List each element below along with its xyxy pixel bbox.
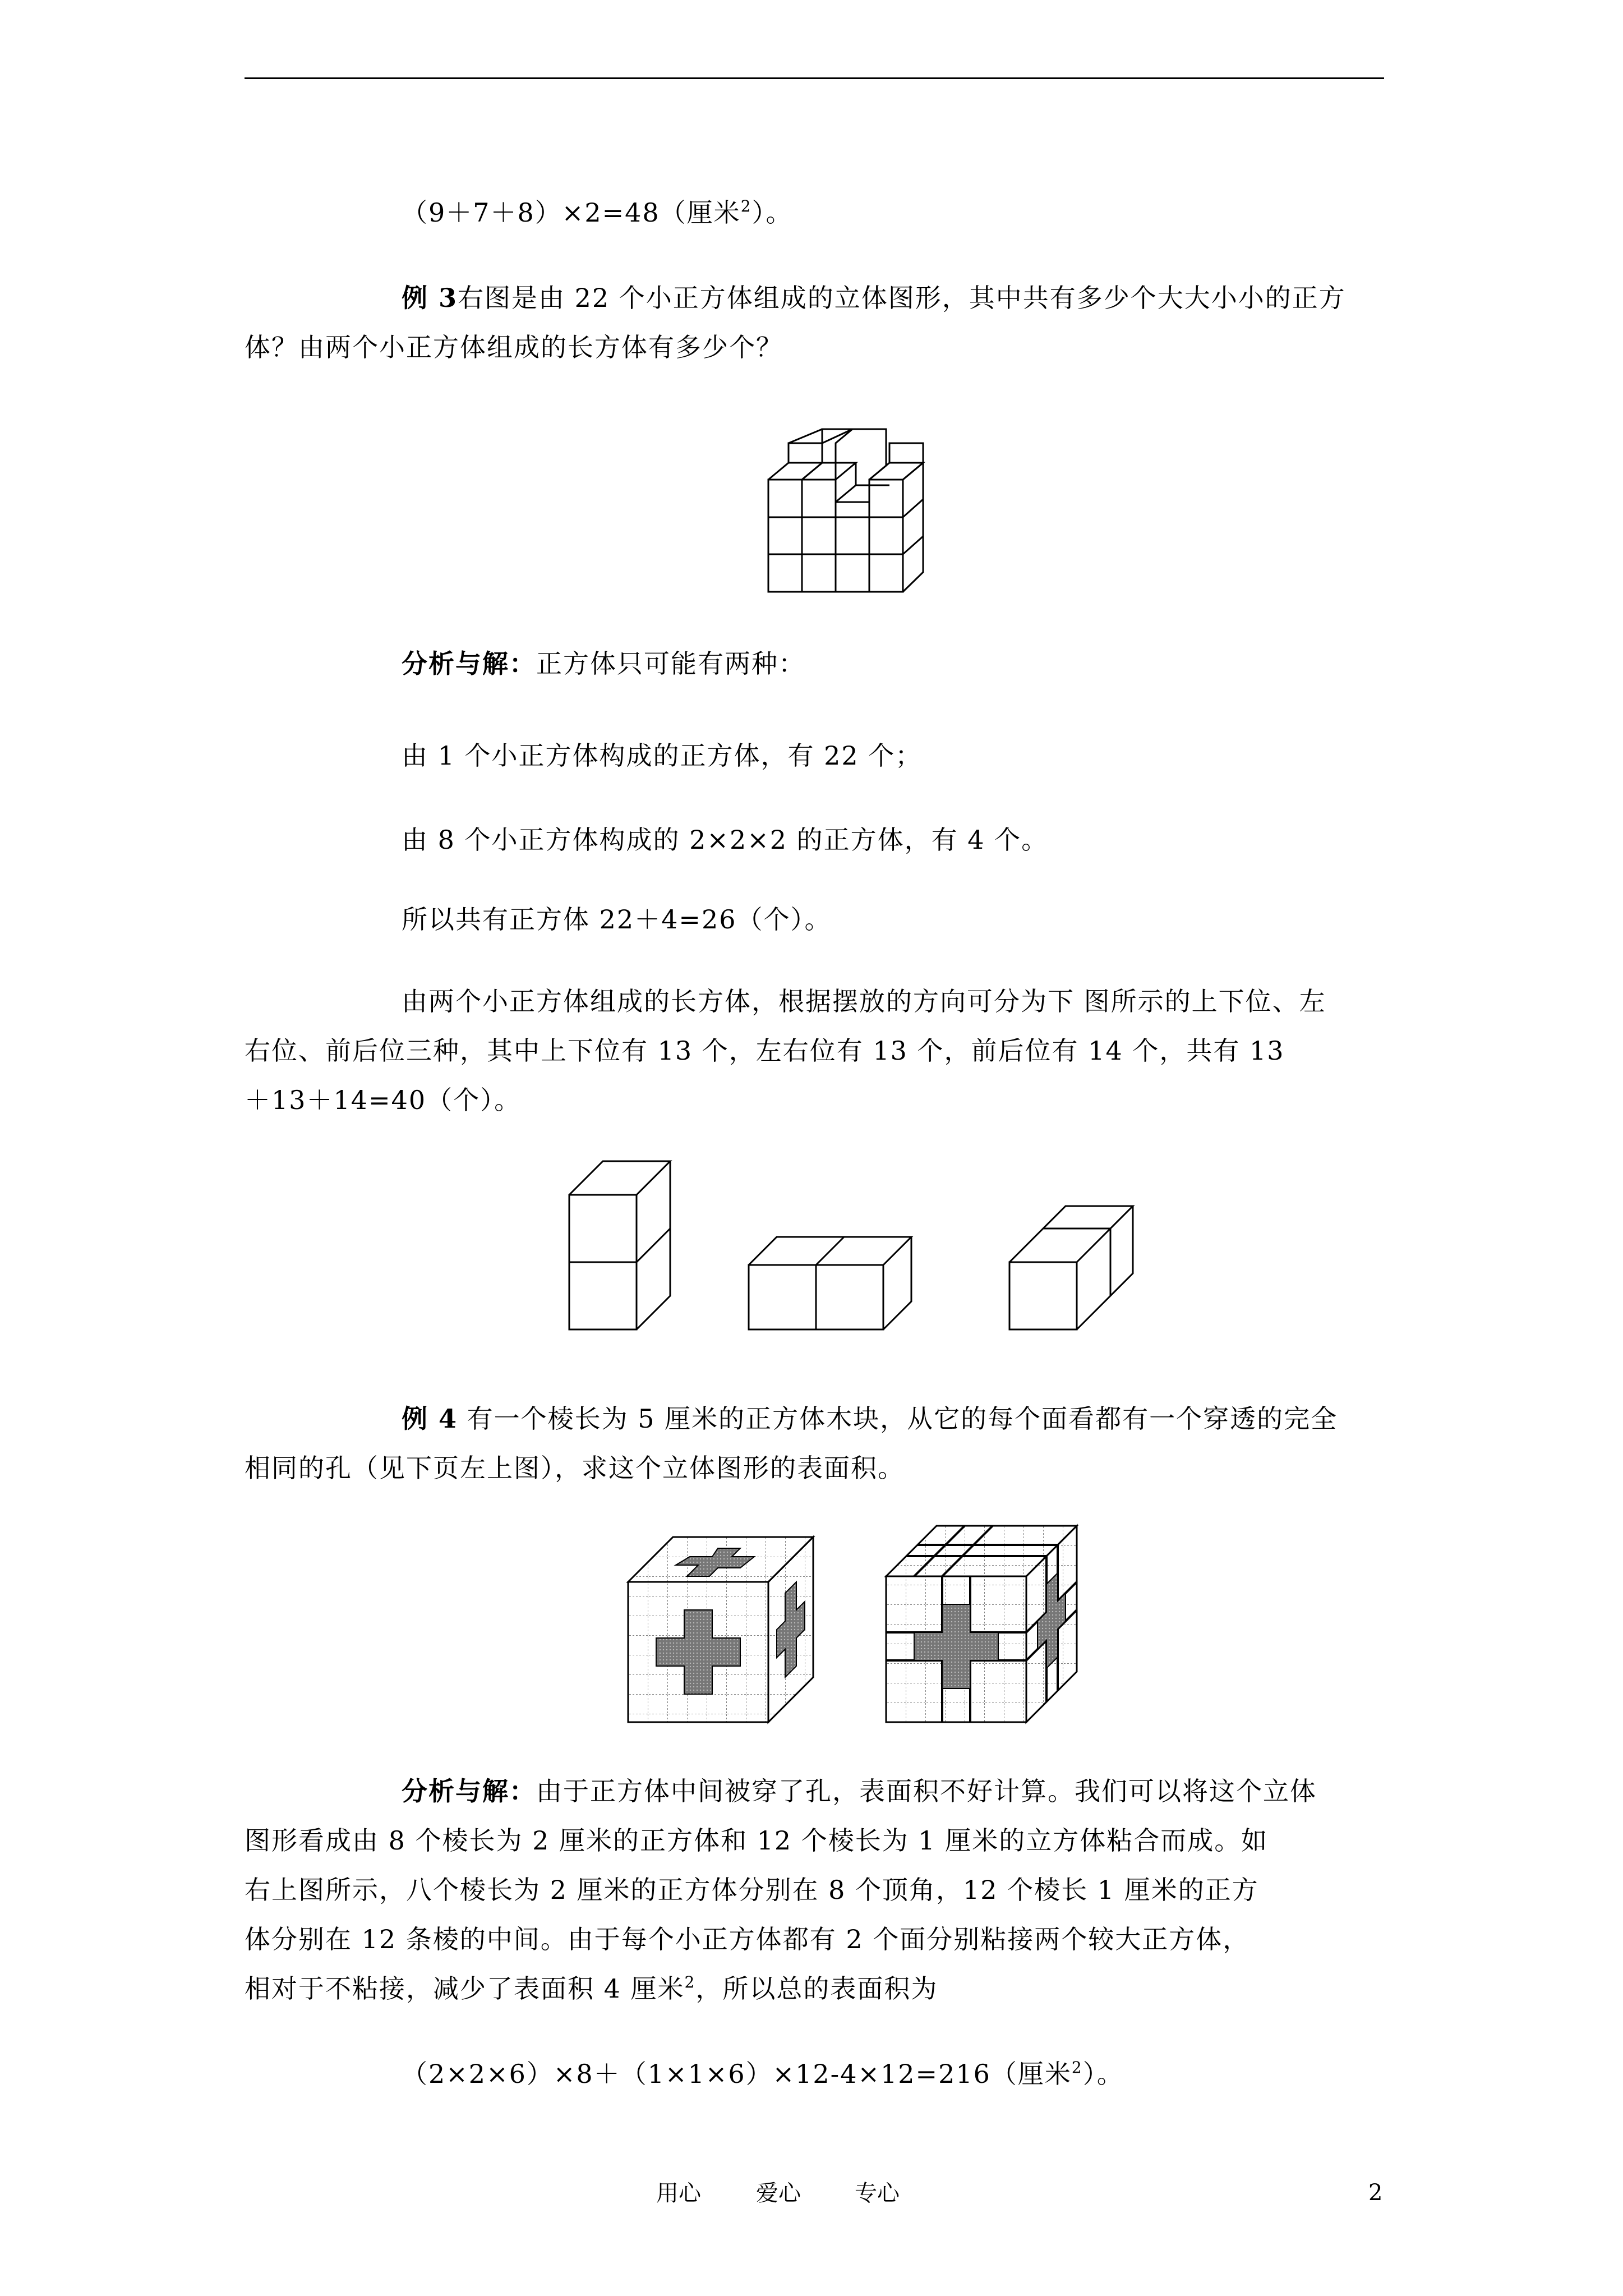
rect-para-line-1: 由两个小正方体组成的长方体，根据摆放的方向可分为下 图所示的上下位、左 xyxy=(402,986,1326,1016)
case-1-line: 由 1 个小正方体构成的正方体，有 22 个； xyxy=(402,740,923,771)
analysis-2-label: 分析与解： xyxy=(402,1776,536,1806)
rect-para-line-3: ＋13＋14=40（个）。 xyxy=(245,1085,522,1115)
analysis-2-line-5: 相对于不粘接，减少了表面积 4 厘米$^2$，所以总的表面积为 xyxy=(245,1973,938,2004)
page-number: 2 xyxy=(1368,2180,1383,2206)
example-3-line-2: 体？由两个小正方体组成的长方体有多少个？ xyxy=(245,332,783,362)
example-4-label: 例 4 xyxy=(402,1404,458,1434)
analysis-2-line-3: 右上图所示，八个棱长为 2 厘米的正方体分别在 8 个顶角，12 个棱长 1 厘米的正方 xyxy=(245,1875,1259,1905)
stacked-cubes-figure xyxy=(768,409,948,600)
analysis-2-line-4: 体分别在 12 条棱的中间。由于每个小正方体都有 2 个面分别粘接两个较大正方体， xyxy=(245,1924,1250,1954)
case-2-line: 由 8 个小正方体构成的 2×2×2 的正方体，有 4 个。 xyxy=(402,825,1049,855)
footer-word-1: 用心 xyxy=(656,2180,701,2206)
holed-cube-right-figure xyxy=(886,1526,1077,1722)
total-line: 所以共有正方体 22＋4=26（个）。 xyxy=(402,904,832,935)
example-4-line-2: 相同的孔（见下页左上图），求这个立体图形的表面积。 xyxy=(245,1453,905,1483)
footer-word-2: 爱心 xyxy=(756,2180,801,2206)
footer-word-3: 专心 xyxy=(855,2180,900,2206)
analysis-2-line-2: 图形看成由 8 个棱长为 2 厘米的正方体和 12 个棱长为 1 厘米的立方体粘合而成。如 xyxy=(245,1825,1269,1856)
holed-cube-left-figure xyxy=(628,1537,813,1722)
example-3-label: 例 3 xyxy=(402,283,458,313)
rect-para-line-2: 右位、前后位三种，其中上下位有 13 个，左右位有 13 个，前后位有 14 个，共有 13 xyxy=(245,1036,1285,1066)
analysis-1-line: 分析与解：正方体只可能有两种： xyxy=(402,648,805,679)
formula-line-2: （2×2×6）×8＋（1×1×6）×12-4×12=216（厘米$^2$）。 xyxy=(402,2058,1124,2089)
depth-cuboid-front xyxy=(1009,1262,1077,1329)
analysis-1-label: 分析与解： xyxy=(402,648,536,679)
formula-line-1: （9＋7＋8）×2=48（厘米$^2$）。 xyxy=(402,197,793,228)
cuboid-orientations-figure xyxy=(566,1156,1116,1335)
example-3-line-1: 例 3右图是由 22 个小正方体组成的立体图形，其中共有多少个大大小小的正方 xyxy=(402,283,1346,313)
header-rule xyxy=(245,77,1384,79)
analysis-2-line-1: 分析与解：由于正方体中间被穿了孔，表面积不好计算。我们可以将这个立体 xyxy=(402,1776,1317,1806)
example-4-line-1: 例 4 有一个棱长为 5 厘米的正方体木块，从它的每个面看都有一个穿透的完全 xyxy=(402,1404,1338,1434)
